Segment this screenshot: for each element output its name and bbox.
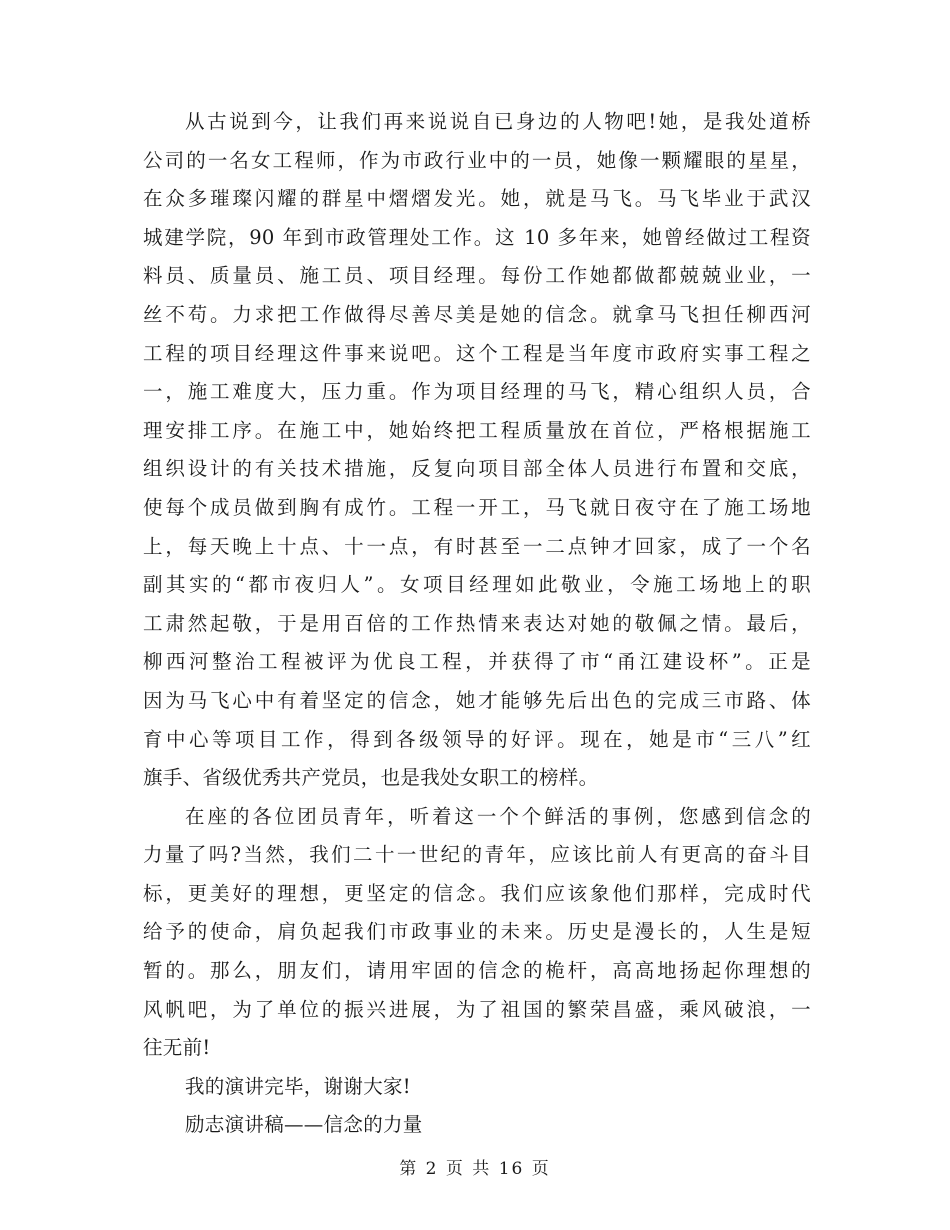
text-line: 使每个成员做到胸有成竹。工程一开工，马飞就日夜守在了施工场地	[143, 495, 811, 519]
text-line: 丝不苟。力求把工作做得尽善尽美是她的信念。就拿马飞担任柳西河	[143, 302, 811, 326]
text-line: 公司的一名女工程师，作为市政行业中的一员，她像一颗耀眼的星星，	[143, 148, 811, 172]
text-line: 在众多璀璨闪耀的群星中熠熠发光。她，就是马飞。马飞毕业于武汉	[143, 187, 811, 211]
text-line: 我的演讲完毕，谢谢大家!	[185, 1074, 411, 1098]
text-line: 工肃然起敬，于是用百倍的工作热情来表达对她的敬佩之情。最后，	[143, 611, 811, 635]
text-line: 往无前!	[143, 1036, 211, 1060]
text-line: 给予的使命，肩负起我们市政事业的未来。历史是漫长的，人生是短	[143, 920, 811, 944]
text-line: 工程的项目经理这件事来说吧。这个工程是当年度市政府实事工程之	[143, 341, 811, 365]
text-line: 励志演讲稿——信念的力量	[185, 1113, 423, 1137]
text-line: 上，每天晚上十点、十一点，有时甚至一二点钟才回家，成了一个名	[143, 534, 811, 558]
text-line: 风帆吧，为了单位的振兴进展，为了祖国的繁荣昌盛，乘风破浪，一	[143, 997, 811, 1021]
paragraph-next-title	[143, 1106, 811, 1145]
text-line: 料员、质量员、施工员、项目经理。每份工作她都做都兢兢业业，一	[143, 264, 811, 288]
text-line: 育中心等项目工作，得到各级领导的好评。现在，她是市“三八”红	[143, 727, 811, 751]
text-line: 从古说到今，让我们再来说说自已身边的人物吧!她，是我处道桥	[185, 110, 811, 133]
text-line: 柳西河整治工程被评为优良工程，并获得了市“甬江建设杯”。正是	[143, 650, 811, 674]
text-line: 标，更美好的理想，更坚定的信念。我们应该象他们那样，完成时代	[143, 881, 811, 905]
text-line: 因为马飞心中有着坚定的信念，她才能够先后出色的完成三市路、体	[143, 688, 811, 712]
paragraph-ma-fei-story	[143, 103, 811, 798]
text-line: 一，施工难度大，压力重。作为项目经理的马飞，精心组织人员，合	[143, 380, 811, 404]
text-line: 副其实的“都市夜归人”。女项目经理如此敬业，令施工场地上的职	[143, 573, 811, 597]
text-line: 城建学院，90 年到市政管理处工作。这 10 多年来，她曾经做过工程资	[143, 225, 811, 249]
text-line: 组织设计的有关技术措施，反复向项目部全体人员进行布置和交底，	[143, 457, 811, 481]
paragraph-call-to-youth	[143, 798, 811, 1068]
page-number-footer: 第 2 页 共 16 页	[399, 1159, 551, 1179]
text-line: 在座的各位团员青年，听着这一个个鲜活的事例，您感到信念的	[185, 804, 811, 828]
text-line: 力量了吗?当然，我们二十一世纪的青年，应该比前人有更高的奋斗目	[143, 843, 811, 867]
text-line: 暂的。那么，朋友们，请用牢固的信念的桅杆，高高地扬起你理想的	[143, 959, 811, 983]
paragraph-closing	[143, 1068, 811, 1107]
text-line: 旗手、省级优秀共产党员，也是我处女职工的榜样。	[143, 766, 599, 790]
text-line: 理安排工序。在施工中，她始终把工程质量放在首位，严格根据施工	[143, 418, 811, 442]
document-body	[143, 103, 811, 1145]
